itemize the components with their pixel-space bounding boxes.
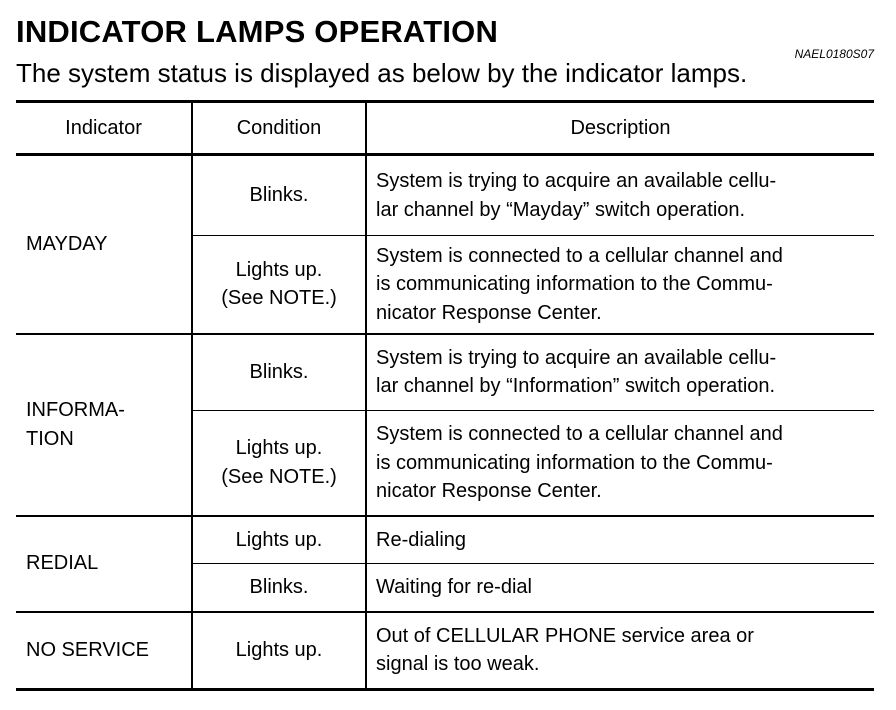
text-line: Blinks. bbox=[249, 184, 309, 207]
page-subtitle: The system status is displayed as below by the indicator lamps. bbox=[16, 58, 748, 88]
condition-cell bbox=[192, 411, 366, 516]
text-line: System is trying to acquire an available cellu- bbox=[376, 170, 777, 192]
column-header-description: Description bbox=[366, 102, 874, 155]
text-line: Lights up. bbox=[235, 639, 323, 661]
text-line: lar channel by “Information” switch operation. bbox=[376, 375, 776, 398]
description-cell bbox=[366, 564, 874, 612]
text-line: Lights up. bbox=[235, 437, 323, 460]
text-line: INFORMA- bbox=[26, 399, 125, 421]
condition-cell bbox=[192, 155, 366, 236]
text-line: System is connected to a cellular channel and bbox=[376, 244, 783, 267]
indicator-lamps-table bbox=[16, 100, 874, 691]
column-header-condition: Condition bbox=[192, 102, 366, 155]
text-line: is communicating information to the Commu- bbox=[376, 451, 773, 474]
description-cell bbox=[366, 334, 874, 411]
description-cell bbox=[366, 155, 874, 236]
text-line: nicator Response Center. bbox=[376, 301, 602, 324]
condition-cell bbox=[192, 516, 366, 564]
text-line: TION bbox=[26, 427, 74, 450]
text-line: Lights up. bbox=[235, 258, 323, 281]
text-line: signal is too weak. bbox=[376, 653, 540, 676]
text-line: (See NOTE.) bbox=[221, 465, 337, 488]
text-line: Re-dialing bbox=[376, 528, 467, 551]
text-line: MAYDAY bbox=[26, 233, 108, 255]
table-row bbox=[16, 334, 874, 411]
text-line: Blinks. bbox=[249, 361, 309, 383]
text-line: Waiting for re-dial bbox=[376, 576, 532, 598]
text-line: System is connected to a cellular channel and bbox=[376, 423, 783, 445]
description-cell bbox=[366, 516, 874, 564]
document-code: NAEL0180S07 bbox=[794, 47, 874, 61]
column-header-indicator: Indicator bbox=[16, 102, 192, 155]
text-line: Lights up. bbox=[235, 528, 323, 551]
text-line: REDIAL bbox=[26, 552, 99, 575]
condition-cell bbox=[192, 564, 366, 612]
condition-cell bbox=[192, 334, 366, 411]
condition-cell bbox=[192, 236, 366, 334]
indicator-cell bbox=[16, 334, 192, 516]
table-row bbox=[16, 155, 874, 236]
indicator-cell bbox=[16, 612, 192, 690]
text-line: Blinks. bbox=[249, 576, 309, 598]
description-cell bbox=[366, 612, 874, 690]
text-line: is communicating information to the Commu- bbox=[376, 273, 773, 295]
text-line: nicator Response Center. bbox=[376, 480, 602, 502]
text-line: lar channel by “Mayday” switch operation. bbox=[376, 198, 746, 221]
table-row bbox=[16, 516, 874, 564]
text-line: (See NOTE.) bbox=[221, 287, 337, 310]
text-line: System is trying to acquire an available cellu- bbox=[376, 346, 777, 369]
condition-cell bbox=[192, 612, 366, 690]
indicator-cell bbox=[16, 155, 192, 334]
text-line: Out of CELLULAR PHONE service area or bbox=[376, 624, 754, 647]
table-row bbox=[16, 612, 874, 690]
description-cell bbox=[366, 236, 874, 334]
text-line: NO SERVICE bbox=[26, 639, 149, 661]
indicator-cell bbox=[16, 516, 192, 612]
description-cell bbox=[366, 411, 874, 516]
page-title: INDICATOR LAMPS OPERATION bbox=[16, 14, 499, 49]
table-header-row bbox=[16, 102, 874, 155]
